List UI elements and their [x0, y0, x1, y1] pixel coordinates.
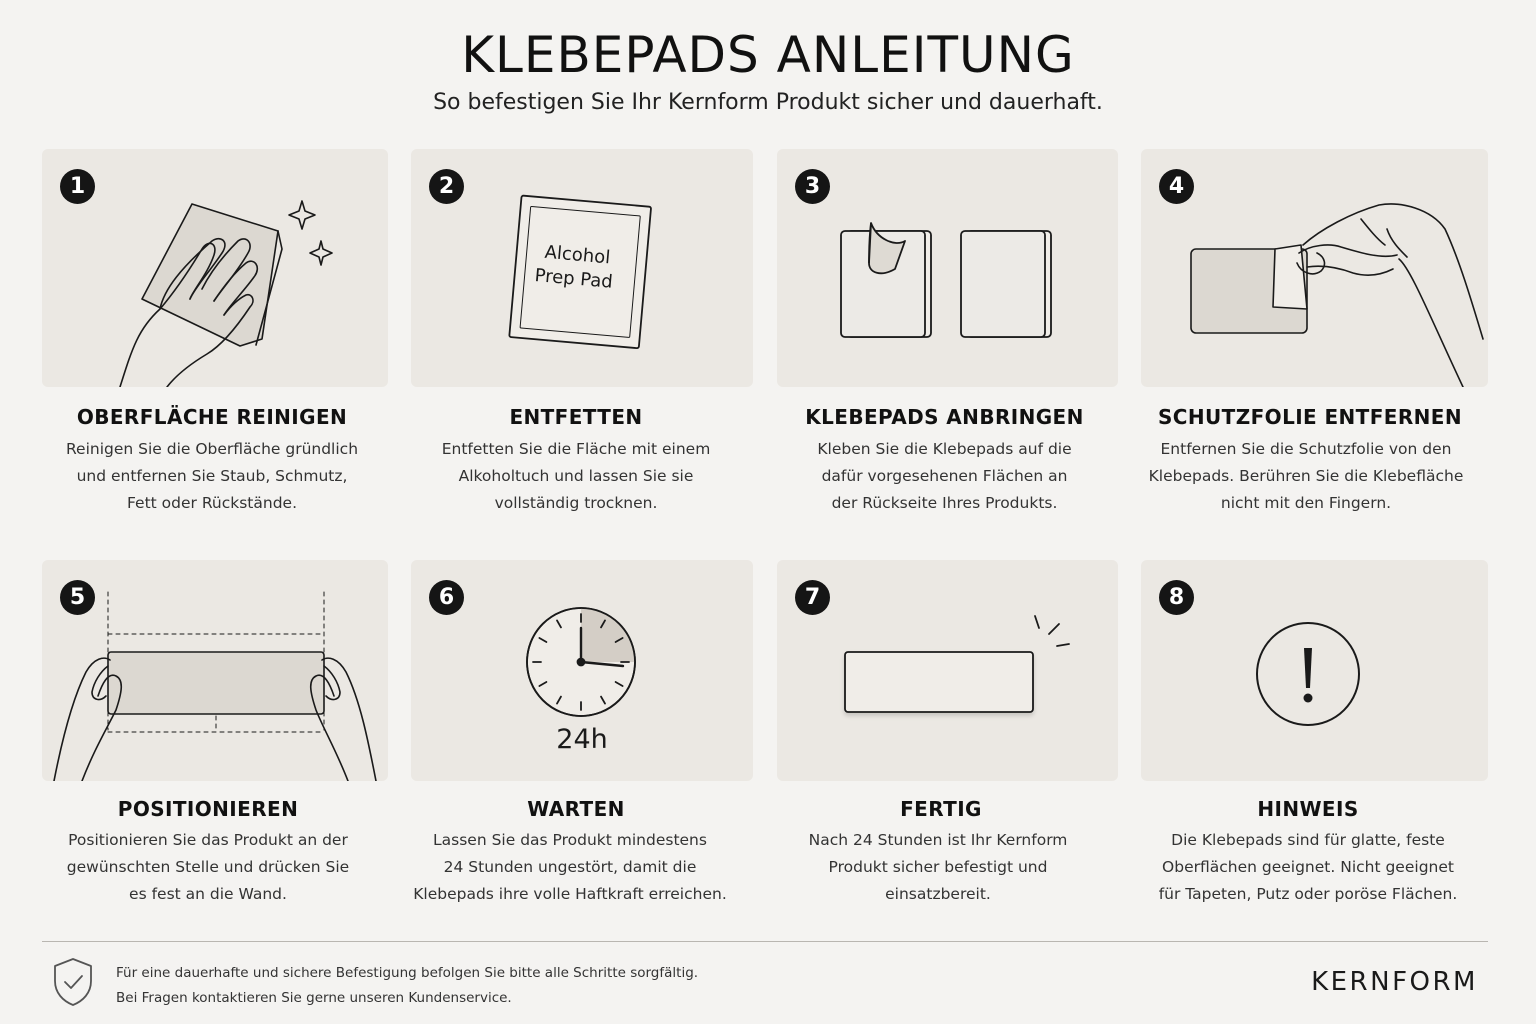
- step-2-desc-line: Entfetten Sie die Fläche mit einem: [441, 440, 711, 458]
- step-4-title: SCHUTZFOLIE ENTFERNEN: [1158, 405, 1462, 429]
- step-2-desc: [411, 436, 741, 517]
- footer-line-1: Für eine dauerhafte und sichere Befestigung befolgen Sie bitte alle Schritte sorgfältig.: [116, 965, 699, 981]
- step-5-desc-line: Positionieren Sie das Produkt an der: [68, 831, 348, 849]
- step-8-title: HINWEIS: [1257, 797, 1359, 821]
- step-6-desc-line: Klebepads ihre volle Haftkraft erreichen.: [413, 885, 727, 903]
- step-1-desc: [42, 436, 382, 517]
- step-6-desc: [405, 827, 735, 908]
- peel-film-icon: [1141, 149, 1488, 387]
- step-4-number: 4: [1159, 169, 1194, 204]
- clock-label: 24h: [556, 724, 608, 755]
- page-title: KLEBEPADS ANLEITUNG: [461, 26, 1075, 84]
- footer-line-2: Bei Fragen kontaktieren Sie gerne unseren Kundenservice.: [116, 990, 512, 1006]
- brand-logo: KERNFORM: [1311, 967, 1478, 997]
- step-6-number: 6: [429, 580, 464, 615]
- step-7-desc: [774, 827, 1102, 908]
- page-subtitle: So befestigen Sie Ihr Kernform Produkt sicher und dauerhaft.: [433, 90, 1103, 115]
- step-8-desc-line: Oberflächen geeignet. Nicht geeignet: [1162, 858, 1454, 876]
- step-1-panel: [42, 149, 388, 387]
- step-1-desc-line: und entfernen Sie Staub, Schmutz,: [76, 467, 348, 485]
- step-2-panel: [411, 149, 753, 387]
- step-5-number: 5: [60, 580, 95, 615]
- step-1-desc-line: Reinigen Sie die Oberfläche gründlich: [65, 440, 359, 458]
- step-8-number: 8: [1159, 580, 1194, 615]
- step-6-desc-line: Lassen Sie das Produkt mindestens: [433, 831, 707, 849]
- alcohol-pad-label-2: Prep Pad: [533, 265, 614, 293]
- step-2-title: ENTFETTEN: [509, 405, 643, 429]
- step-3-number: 3: [795, 169, 830, 204]
- step-2-desc-line: Alkoholtuch und lassen Sie sie: [458, 467, 694, 485]
- step-3-title: KLEBEPADS ANBRINGEN: [805, 405, 1084, 429]
- hands-positioning-icon: [42, 560, 388, 781]
- step-3-desc: [777, 436, 1112, 517]
- footer-note: [116, 961, 698, 1011]
- alcohol-pad-label-1: Alcohol: [543, 241, 612, 269]
- step-4-desc-line: Entfernen Sie die Schutzfolie von den: [1160, 440, 1452, 458]
- step-6-desc-line: 24 Stunden ungestört, damit die: [443, 858, 697, 876]
- step-7-title: FERTIG: [900, 797, 982, 821]
- step-7-desc-line: Nach 24 Stunden ist Ihr Kernform: [808, 831, 1068, 849]
- step-1-title: OBERFLÄCHE REINIGEN: [76, 405, 348, 429]
- exclamation-icon: [1141, 560, 1488, 781]
- step-5-desc: [38, 827, 378, 908]
- step-5-title: POSITIONIEREN: [117, 797, 299, 821]
- step-8-desc-line: für Tapeten, Putz oder poröse Flächen.: [1158, 885, 1458, 903]
- step-7-desc-line: einsatzbereit.: [885, 885, 991, 903]
- step-4-panel: [1141, 149, 1488, 387]
- step-7-desc-line: Produkt sicher befestigt und: [828, 858, 1048, 876]
- step-7-panel: [777, 560, 1118, 781]
- step-3-desc-line: der Rückseite Ihres Produkts.: [831, 494, 1058, 512]
- step-2-number: 2: [429, 169, 464, 204]
- hand-wiping-cloth-icon: [42, 149, 388, 387]
- step-7-number: 7: [795, 580, 830, 615]
- step-6-title: WARTEN: [527, 797, 625, 821]
- step-5-desc-line: gewünschten Stelle und drücken Sie: [66, 858, 350, 876]
- step-5-panel: [42, 560, 388, 781]
- step-8-desc-line: Die Klebepads sind für glatte, feste: [1171, 831, 1445, 849]
- step-3-desc-line: Kleben Sie die Klebepads auf die: [817, 440, 1072, 458]
- step-5-desc-line: es fest an die Wand.: [129, 885, 287, 903]
- step-1-desc-line: Fett oder Rückstände.: [126, 494, 297, 512]
- mounted-product-icon: [777, 560, 1118, 781]
- step-8-desc: [1141, 827, 1475, 908]
- step-1-number: 1: [60, 169, 95, 204]
- step-2-desc-line: vollständig trocknen.: [494, 494, 658, 512]
- step-6-panel: [411, 560, 753, 781]
- step-8-panel: [1141, 560, 1488, 781]
- step-3-panel: [777, 149, 1118, 387]
- shield-check-icon: [52, 957, 94, 1007]
- footer-divider: [42, 941, 1488, 942]
- step-4-desc-line: Klebepads. Berühren Sie die Klebefläche: [1148, 467, 1464, 485]
- step-4-desc: [1137, 436, 1475, 517]
- adhesive-pads-icon: [777, 149, 1118, 387]
- step-4-desc-line: nicht mit den Fingern.: [1220, 494, 1392, 512]
- alcohol-pad-icon: [411, 149, 753, 387]
- step-3-desc-line: dafür vorgesehenen Flächen an: [821, 467, 1068, 485]
